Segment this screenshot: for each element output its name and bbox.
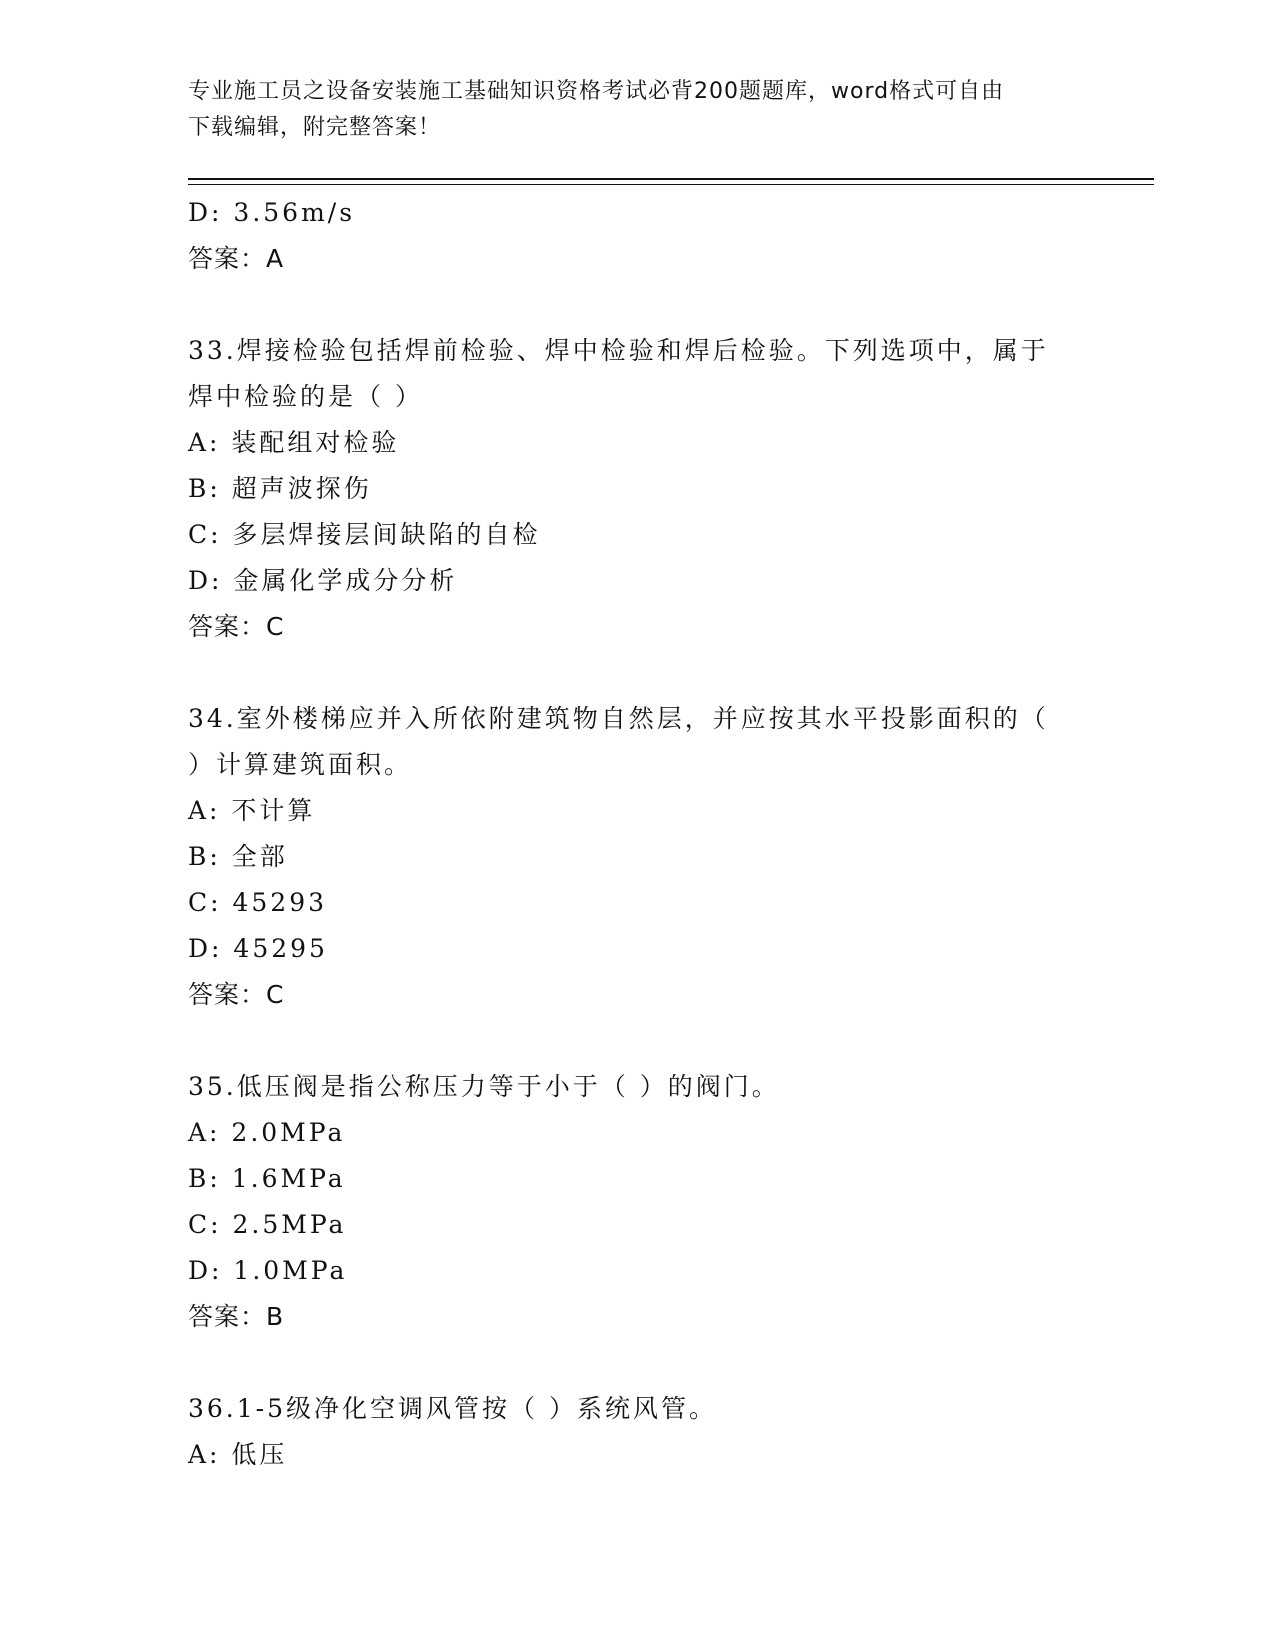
question-33 (188, 328, 1128, 650)
option-d: D: 3.56m/s (188, 198, 356, 227)
header-divider-thin (188, 184, 1154, 185)
option-c: C: 45293 (188, 888, 328, 917)
question-content (188, 190, 1128, 1478)
question-stem-line-1: 33.焊接检验包括焊前检验、焊中检验和焊后检验。下列选项中，属于 (188, 336, 1049, 365)
question-stem-line-1: 34.室外楼梯应并入所依附建筑物自然层，并应按其水平投影面积的（ (188, 704, 1049, 733)
question-stem-line-1: 35.低压阀是指公称压力等于小于（ ）的阀门。 (188, 1072, 780, 1101)
question-34 (188, 696, 1128, 1018)
answer-label: 答案：B (188, 1302, 285, 1331)
header-title-line-2: 下载编辑，附完整答案！ (188, 115, 442, 140)
question-32-tail (188, 190, 1128, 282)
option-b: B: 超声波探伤 (188, 474, 372, 503)
option-a: A: 低压 (188, 1440, 288, 1469)
answer-label: 答案：A (188, 244, 285, 273)
header-divider-thick (188, 178, 1154, 180)
option-a: A: 装配组对检验 (188, 428, 400, 457)
question-35 (188, 1064, 1128, 1340)
option-c: C: 多层焊接层间缺陷的自检 (188, 520, 541, 549)
option-a: A: 2.0MPa (188, 1118, 346, 1147)
answer-label: 答案：C (188, 980, 285, 1009)
header-title-line-1: 专业施工员之设备安装施工基础知识资格考试必背200题题库，word格式可自由 (188, 79, 1005, 104)
question-36 (188, 1386, 1128, 1478)
option-d: D: 45295 (188, 934, 328, 963)
option-a: A: 不计算 (188, 796, 316, 825)
question-stem-line-2: 焊中检验的是（ ） (188, 382, 423, 411)
question-stem-line-1: 36.1-5级净化空调风管按（ ）系统风管。 (188, 1394, 717, 1423)
answer-label: 答案：C (188, 612, 285, 641)
option-b: B: 1.6MPa (188, 1164, 346, 1193)
option-b: B: 全部 (188, 842, 288, 871)
option-d: D: 金属化学成分分析 (188, 566, 458, 595)
option-d: D: 1.0MPa (188, 1256, 348, 1285)
document-header (188, 74, 1068, 146)
question-stem-line-2: ）计算建筑面积。 (188, 750, 413, 779)
option-c: C: 2.5MPa (188, 1210, 347, 1239)
